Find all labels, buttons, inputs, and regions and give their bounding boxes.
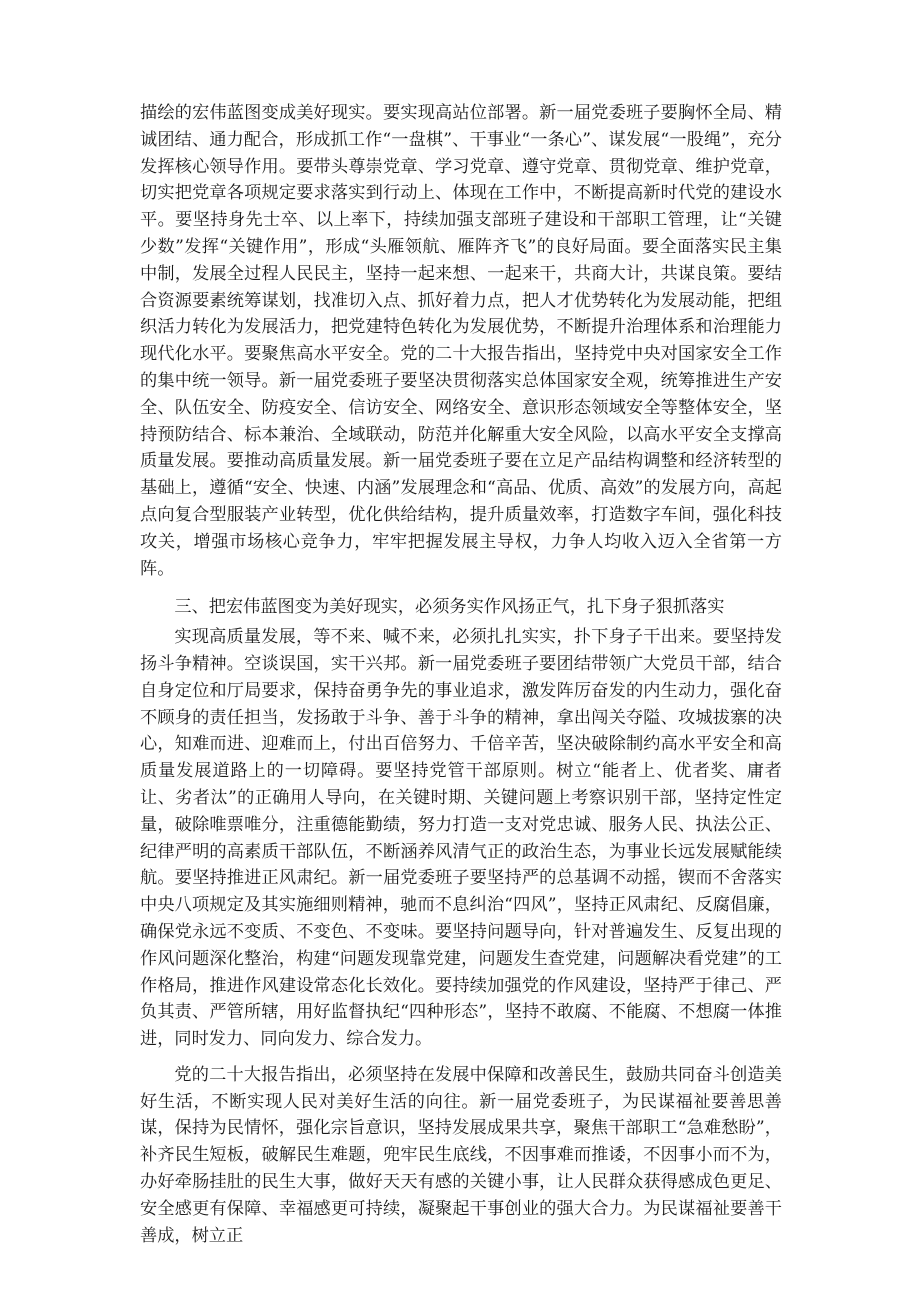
document-page: [140, 100, 782, 1249]
body-paragraph-3: 党的二十大报告指出，必须坚持在发展中保障和改善民生，鼓励共同奋斗创造美好生活，不断实现人民对美好生活的向往。新一届党委班子，为民谋福祉要善思善谋，保持为民情怀，强化宗旨意识，坚持发展成果共享，聚焦干部职工“急难愁盼”，补齐民生短板，破解民生难题，兜牢民生底线，不因事难而推诿，不因事小而不为，办好牵肠挂肚的民生大事，做好天天有感的关键小事，让人民群众获得感成色更足、安全感更有保障、幸福感更可持续，凝聚起干事创业的强大合力。为民谋福祉要善干善成，树立正: [140, 1064, 782, 1246]
section-heading-3: 三、把宏伟蓝图变为美好现实，必须务实作风扬正气，扎下身子狠抓落实: [174, 597, 725, 618]
body-paragraph-1: 描绘的宏伟蓝图变成美好现实。要实现高站位部署。新一届党委班子要胸怀全局、精诚团结、通力配合，形成抓工作“一盘棋”、干事业“一条心”、谋发展“一股绳”，充分发挥核心领导作用。要带头尊崇党章、学习党章、遵守党章、贯彻党章、维护党章，切实把党章各项规定要求落实到行动上、体现在工作中，不断提高新时代党的建设水平。要坚持身先士卒、以上率下，持续加强支部班子建设和干部职工管理，让“关键少数”发挥“关键作用”，形成“头雁领航、雁阵齐飞”的良好局面。要全面落实民主集中制，发展全过程人民民主，坚持一起来想、一起来干，共商大计，共谋良策。要结合资源要素统筹谋划，找准切入点、抓好着力点，把人才优势转化为发展动能，把组织活力转化为发展活力，把党建特色转化为发展优势，不断提升治理体系和治理能力现代化水平。要聚焦高水平安全。党的二十大报告指出，坚持党中央对国家安全工作的集中统一领导。新一届党委班子要坚决贯彻落实总体国家安全观，统筹推进生产安全、队伍安全、防疫安全、信访安全、网络安全、意识形态领域安全等整体安全，坚持预防结合、标本兼治、全域联动，防范并化解重大安全风险，以高水平安全支撑高质量发展。要推动高质量发展。新一届党委班子要在立足产品结构调整和经济转型的基础上，遵循“安全、快速、内涵”发展理念和“高品、优质、高效”的发展方向，高起点向复合型服装产业转型，优化供给结构，提升质量效率，打造数字车间，强化科技攻关，增强市场核心竞争力，牢牢把握发展主导权，力争人均收入迈入全省第一方阵。: [140, 103, 782, 579]
body-paragraph-2: 实现高质量发展，等不来、喊不来，必须扎扎实实，扑下身子干出来。要坚持发扬斗争精神。空谈误国，实干兴邦。新一届党委班子要团结带领广大党员干部，结合自身定位和厅局要求，保持奋勇争先的事业追求，激发阵厉奋发的内生动力，强化奋不顾身的责任担当，发扬敢于斗争、善于斗争的精神，拿出闯关夺隘、攻城拔寨的决心，知难而进、迎难而上，付出百倍努力、千倍辛苦，坚决破除制约高水平安全和高质量发展道路上的一切障碍。要坚持党管干部原则。树立“能者上、优者奖、庸者让、劣者汰”的正确用人导向，在关键时期、关键问题上考察识别干部，坚持定性定量，破除唯票唯分，注重德能勤绩，努力打造一支对党忠诚、服务人民、执法公正、纪律严明的高素质干部队伍，不断涵养风清气正的政治生态，为事业长远发展赋能续航。要坚持推进正风肃纪。新一届党委班子要坚持严的总基调不动摇，锲而不舍落实中央八项规定及其实施细则精神，驰而不息纠治“四风”，坚持正风肃纪、反腐倡廉，确保党永远不变质、不变色、不变味。要坚持问题导向，针对普遍发生、反复出现的作风问题深化整治，构建“问题发现靠党建，问题发生查党建，问题解决看党建”的工作格局，推进作风建设常态化长效化。要持续加强党的作风建设，坚持严于律己、严负其责、严管所辖，用好监督执纪“四种形态”，坚持不敢腐、不能腐、不想腐一体推进，同时发力、同向发力、综合发力。: [140, 627, 782, 1050]
